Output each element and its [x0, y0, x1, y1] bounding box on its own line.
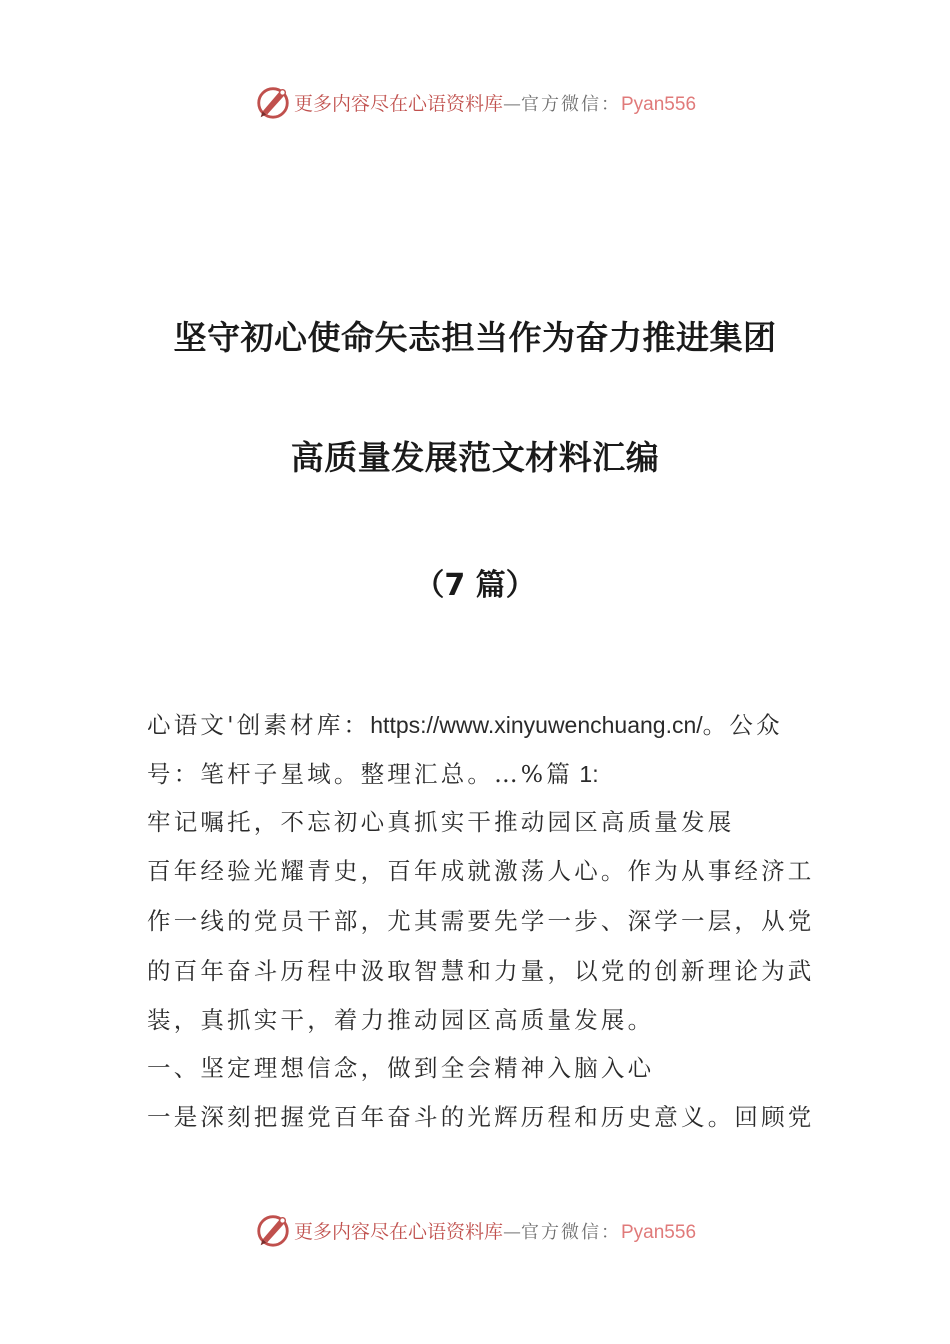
document-title-count: （7 篇） — [414, 568, 536, 603]
watermark-dash: — — [503, 1221, 521, 1243]
paragraph-line: 装，真抓实干，着力推动园区高质量发展。 — [147, 1006, 655, 1034]
article-heading: 牢记嘱托，不忘初心真抓实干推动园区高质量发展 — [147, 808, 735, 836]
watermark-official: 官方微信： — [521, 1221, 621, 1243]
source-label: 心语文'创素材库： — [147, 711, 371, 739]
header-watermark — [0, 80, 950, 124]
watermark-main: 更多内容尽在心语资料库 — [293, 1220, 503, 1243]
body-line-source — [147, 700, 807, 750]
account-text: 号：笔杆子星域。整理汇总。…%篇 — [147, 760, 574, 788]
watermark-wechat-id: Pyan556 — [621, 1221, 697, 1243]
source-suffix: 。公众 — [702, 711, 783, 739]
watermark-text — [294, 89, 696, 116]
source-url-link[interactable]: https://www.xinyuwenchuang.cn/ — [370, 712, 703, 738]
pen-logo-icon — [254, 1211, 292, 1249]
section-heading: 一、坚定理想信念，做到全会精神入脑入心 — [147, 1054, 655, 1082]
paragraph-line: 百年经验光耀青史，百年成就激荡人心。作为从事经济工 — [147, 857, 815, 885]
document-body — [147, 700, 815, 1142]
watermark-wechat-id: Pyan556 — [621, 93, 697, 115]
article-number: 1: — [573, 761, 599, 787]
body-line-account — [147, 750, 807, 798]
paragraph-line: 作一线的党员干部，尤其需要先学一步、深学一层，从党 — [147, 907, 815, 935]
paragraph-line: 一是深刻把握党百年奋斗的光辉历程和历史意义。回顾党 — [147, 1103, 815, 1131]
watermark-official: 官方微信： — [521, 93, 621, 115]
watermark-dash: — — [503, 93, 521, 115]
document-title-line-1: 坚守初心使命矢志担当作为奋力推进集团 — [173, 318, 777, 357]
watermark-text — [294, 1217, 696, 1244]
footer-watermark — [0, 1208, 950, 1252]
document-title-line-2: 高质量发展范文材料汇编 — [290, 438, 660, 477]
paragraph-line: 的百年奋斗历程中汲取智慧和力量，以党的创新理论为武 — [147, 957, 815, 985]
pen-logo-icon — [254, 83, 292, 121]
watermark-main: 更多内容尽在心语资料库 — [293, 92, 503, 115]
